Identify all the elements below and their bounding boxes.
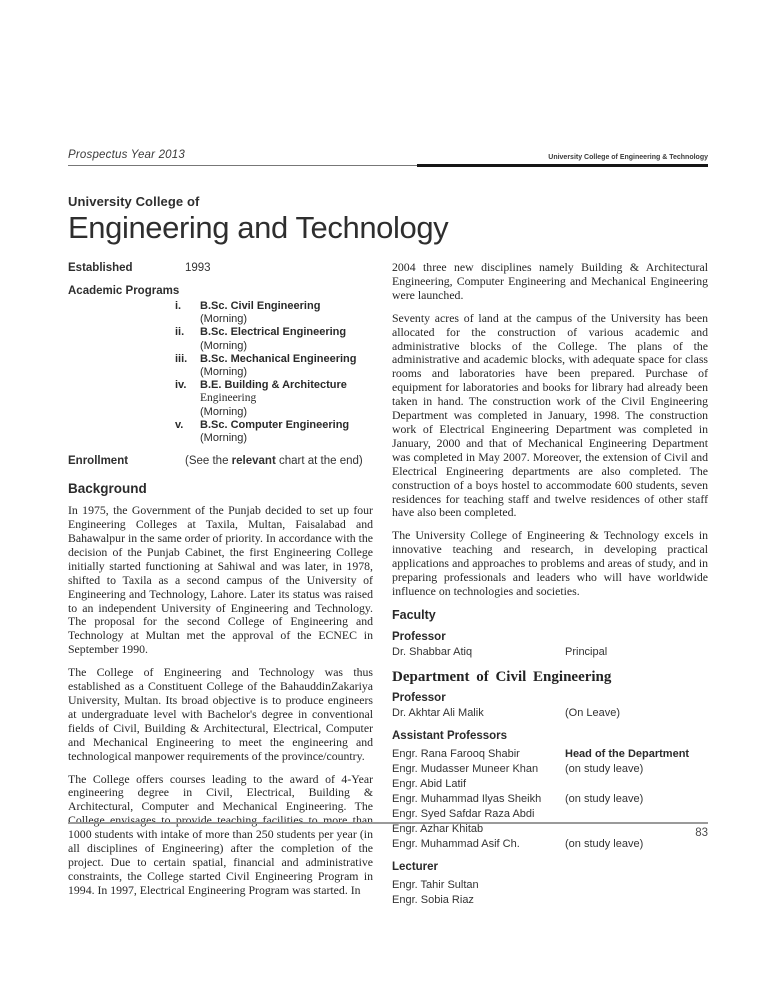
faculty-row — [392, 792, 708, 807]
background-paragraph: The College offers courses leading to the award of 4-Year engineering degree in Civil, Electrical, Building & Architectural, Computer and Mechanical Engineering. The College envisages to provide teaching facilities to more than 1000 students with intake of more than 250 students per year (in all disciplines of Engineering) after the completion of the project. Due to certain spatial, financial and administrative constraints, the College started Civil Engineering Program in 1994. In 1997, Electrical Engineering Program was started. In — [68, 771, 373, 897]
enrollment-value-pre: (See the — [185, 455, 232, 468]
academic-programs-label: Academic Programs — [68, 285, 180, 297]
faculty-note: (on study leave) — [565, 762, 644, 775]
page-content — [68, 149, 708, 917]
faculty-note: (On Leave) — [565, 706, 621, 719]
faculty-row — [392, 645, 708, 660]
enrollment-row — [68, 454, 373, 468]
program-item — [175, 326, 373, 352]
page-title — [68, 194, 708, 246]
enrollment-label: Enrollment — [68, 455, 129, 468]
body-paragraph: The University College of Engineering & Technology excels in innovative teaching and research, in developing practical applications and approaches to problems and areas of study, and in preparing professionals and leaders who will have worldwide influence on technologies and societies. — [392, 528, 708, 598]
faculty-note: (on study leave) — [565, 837, 644, 850]
faculty-name: Engr. Sobia Riaz — [392, 893, 474, 906]
faculty-note — [565, 807, 708, 822]
faculty-name: Engr. Mudasser Muneer Khan — [392, 762, 539, 775]
faculty-name: Engr. Muhammad Asif Ch. — [392, 837, 520, 850]
program-number: i. — [175, 300, 182, 312]
left-column — [68, 261, 373, 917]
faculty-name: Engr. Tahir Sultan — [392, 878, 479, 891]
professor-group — [392, 631, 708, 660]
faculty-row — [392, 893, 708, 908]
program-item — [175, 419, 373, 445]
program-session: (Morning) — [200, 405, 248, 418]
faculty-name: Dr. Akhtar Ali Malik — [392, 706, 484, 719]
program-name: B.Sc. Mechanical Engineering — [200, 352, 357, 365]
prospectus-year-text: Prospectus Year 2013 — [68, 149, 185, 161]
page-header — [68, 149, 708, 169]
program-name: B.Sc. Civil Engineering — [200, 300, 321, 312]
faculty-note: Principal — [565, 645, 608, 658]
program-name: B.Sc. Electrical Engineering — [200, 326, 347, 339]
established-label: Established — [68, 262, 133, 274]
program-name: B.Sc. Computer Engineering — [200, 418, 350, 431]
program-session: (Morning) — [200, 313, 248, 326]
program-name: B.E. Building & Architecture — [200, 379, 347, 392]
faculty-name: Engr. Muhammad Ilyas Sheikh — [392, 792, 542, 805]
faculty-row — [392, 878, 708, 893]
body-paragraph: Seventy acres of land at the campus of the University has been allocated for the construction of various academic and administrative blocks of the College. The plans of the administrative and academic blocks, with adequate space for class rooms and laboratories have been prepared. Purchase of equipment for laboratories and books for library had already been taken in hand. The construction work of the Civil Engineering Department was completed in January, 1998. The construction work of Electrical Engineering Department was completed in January, 2000 and that of Mechanical Engineering Department was completed in May 2007. Moreover, the extension of Civil and Electrical Engineering departments are also completed. The construction of a boys hostel to accommodate 600 students, seven residences for teaching staff and twelve residences of other staff have also been completed. — [392, 310, 708, 520]
lecturer-group — [392, 861, 708, 908]
established-value: 1993 — [185, 262, 211, 274]
background-heading: Background — [68, 481, 147, 497]
faculty-note: (on study leave) — [565, 792, 644, 805]
enrollment-value-post: chart at the end) — [275, 455, 363, 468]
department-heading: Department of Civil Engineering — [392, 668, 612, 685]
faculty-name: Engr. Abid Latif — [392, 777, 466, 790]
body-paragraph: 2004 three new disciplines namely Building & Architectural Engineering, Computer Engineering and Mechanical Engineering were launched. — [392, 260, 708, 302]
faculty-row — [392, 807, 708, 822]
header-divider-thick — [417, 164, 708, 167]
enrollment-value — [185, 454, 363, 468]
professor-heading: Professor — [392, 691, 446, 704]
assistant-professors-heading: Assistant Professors — [392, 729, 508, 742]
right-column — [392, 261, 708, 917]
program-item — [175, 300, 373, 326]
faculty-heading: Faculty — [392, 607, 436, 622]
background-paragraph: The College of Engineering and Technology was thus established as a Constituent College of the BahauddinZakariya University, Multan. Its broad objective is to produce engineers at undergraduate level with Bachelor's degree in conventional fields of Civil, Building & Architectural, Electrical, Computer and Mechanical Engineering to meet the engineering and technological manpower requirements of the province/country. — [68, 665, 373, 763]
page-number: 83 — [695, 827, 708, 839]
professor-heading: Professor — [392, 630, 446, 643]
enrollment-value-bold: relevant — [231, 455, 276, 468]
faculty-row — [392, 762, 708, 777]
background-paragraph: In 1975, the Government of the Punjab decided to set up four Engineering Colleges at Taxila, Multan, Faisalabad and Bahawalpur in the same order of priority. In accordance with the decision of the Punjab Cabinet, the first Engineering College initially started functioning at Sahiwal and was later, in 1978, shifted to Taxila as a second campus of the University of Engineering and Technology, Lahore. Later its status was raised to an independent University of Engineering and Technology. The proposal for the second College of Engineering and Technology at Multan met the approval of the ECNEC in September 1990. — [68, 503, 373, 657]
academic-programs-row — [68, 284, 373, 298]
faculty-name: Engr. Rana Farooq Shabir — [392, 747, 520, 760]
programs-list — [175, 300, 373, 445]
program-item — [175, 353, 373, 379]
college-name-header-text: University College of Engineering & Technology — [548, 154, 708, 161]
program-extra: Engineering — [200, 392, 257, 405]
faculty-note: Head of the Department — [565, 747, 690, 760]
faculty-note — [565, 777, 708, 792]
program-session: (Morning) — [200, 339, 248, 352]
program-number: v. — [175, 418, 184, 431]
footer-divider — [68, 822, 708, 824]
faculty-name: Engr. Azhar Khitab — [392, 822, 484, 835]
program-session: (Morning) — [200, 366, 248, 379]
faculty-name: Dr. Shabbar Atiq — [392, 645, 473, 658]
program-session: (Morning) — [200, 432, 248, 445]
college-title-prefix: University College of — [68, 194, 200, 209]
established-row — [68, 261, 373, 275]
faculty-row — [392, 777, 708, 792]
program-item — [175, 379, 373, 419]
faculty-row — [392, 706, 708, 721]
program-number: iii. — [175, 352, 188, 365]
column-gap — [373, 261, 392, 917]
dept-professor-group — [392, 692, 708, 721]
faculty-row — [392, 837, 708, 852]
program-number: ii. — [175, 326, 185, 339]
lecturer-heading: Lecturer — [392, 860, 439, 873]
faculty-name: Engr. Syed Safdar Raza Abdi — [392, 807, 535, 820]
header-divider — [68, 165, 708, 169]
faculty-row — [392, 747, 708, 762]
college-title-main: Engineering and Technology — [68, 210, 449, 245]
program-number: iv. — [175, 379, 187, 392]
